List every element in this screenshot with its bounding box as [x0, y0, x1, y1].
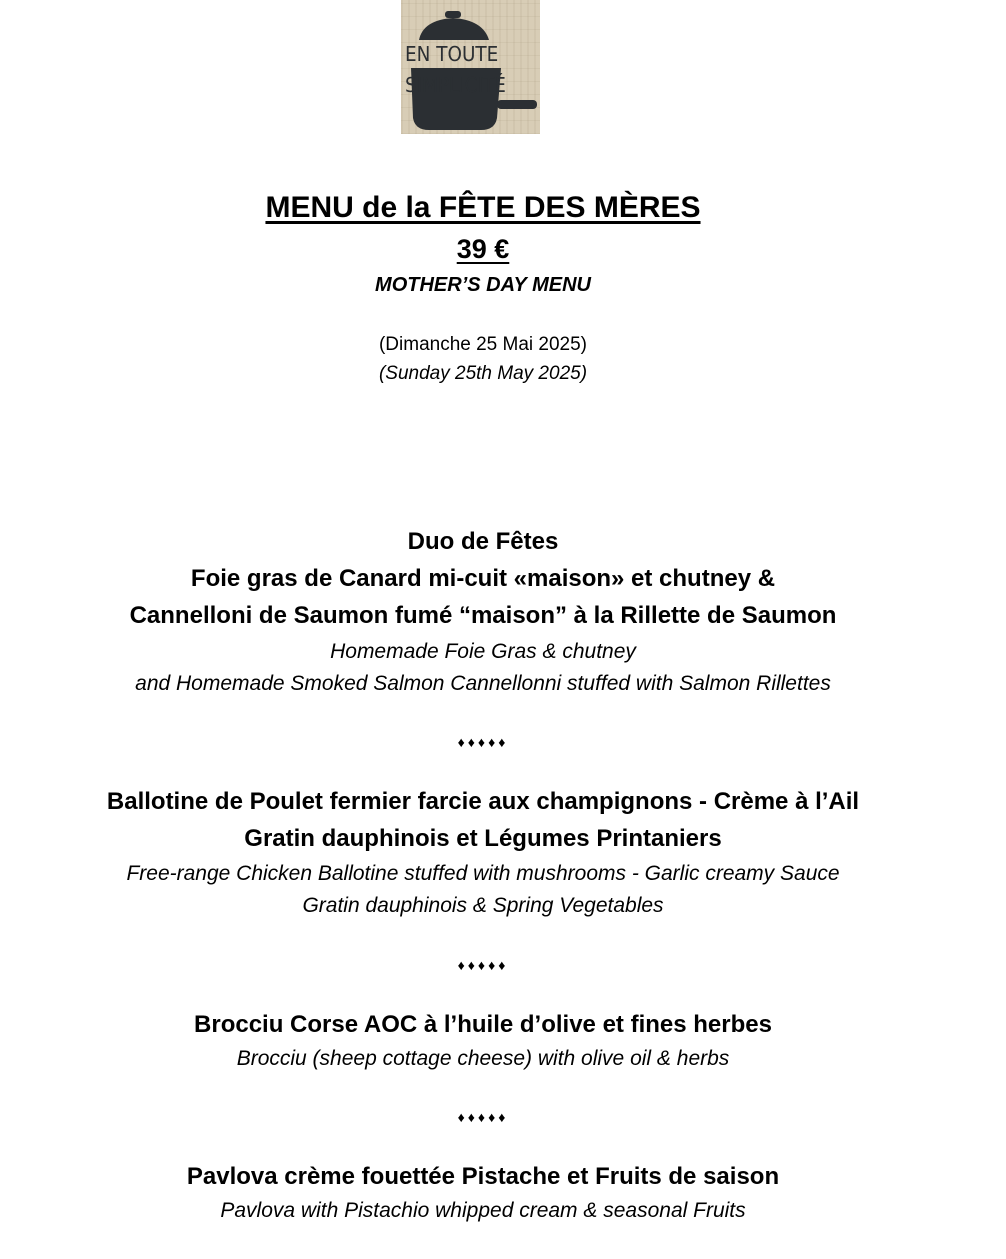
- course-4-translation-line-1: Pavlova with Pistachio whipped cream & seasonal Fruits: [220, 1199, 746, 1222]
- cooking-pot-icon: [401, 0, 540, 134]
- course-1-name-line-2: Foie gras de Canard mi-cuit «maison» et chutney &: [190, 565, 776, 592]
- course-1-translation-line-1: Homemade Foie Gras & chutney: [330, 640, 636, 663]
- course-1-name-line-3: Cannelloni de Saumon fumé “maison” à la Rillette de Saumon: [129, 602, 837, 629]
- restaurant-logo: [401, 0, 540, 134]
- course-1-translation-line-2: and Homemade Smoked Salmon Cannellonni stuffed with Salmon Rillettes: [135, 672, 831, 695]
- menu-date-fr: (Dimanche 25 Mai 2025): [378, 334, 588, 355]
- logo-text-line2: SIMPLICITÉ: [405, 73, 506, 97]
- course-2-name-line-1: Ballotine de Poulet fermier farcie aux champignons - Crème à l’Ail: [106, 788, 860, 815]
- course-2-name-line-2: Gratin dauphinois et Légumes Printaniers: [244, 825, 722, 852]
- separator-3: ♦♦♦♦♦: [457, 1109, 509, 1125]
- separator-1: ♦♦♦♦♦: [457, 734, 509, 750]
- menu-subtitle: MOTHER’S DAY MENU: [375, 274, 591, 296]
- separator-2: ♦♦♦♦♦: [457, 957, 509, 973]
- course-2-translation-line-2: Gratin dauphinois & Spring Vegetables: [302, 894, 664, 917]
- course-1-name-line-1: Duo de Fêtes: [407, 528, 559, 555]
- menu-date-en: (Sunday 25th May 2025): [378, 363, 588, 384]
- course-4-name-line-1: Pavlova crème fouettée Pistache et Fruits de saison: [186, 1163, 780, 1190]
- course-3-translation-line-1: Brocciu (sheep cottage cheese) with olive oil & herbs: [236, 1047, 730, 1070]
- logo-text-line1: EN TOUTE: [405, 42, 499, 66]
- menu-title: MENU de la FÊTE DES MÈRES: [265, 191, 701, 224]
- course-2-translation-line-1: Free-range Chicken Ballotine stuffed with mushrooms - Garlic creamy Sauce: [126, 862, 840, 885]
- menu-price: 39 €: [456, 234, 510, 264]
- course-3-name-line-1: Brocciu Corse AOC à l’huile d’olive et fines herbes: [194, 1011, 772, 1038]
